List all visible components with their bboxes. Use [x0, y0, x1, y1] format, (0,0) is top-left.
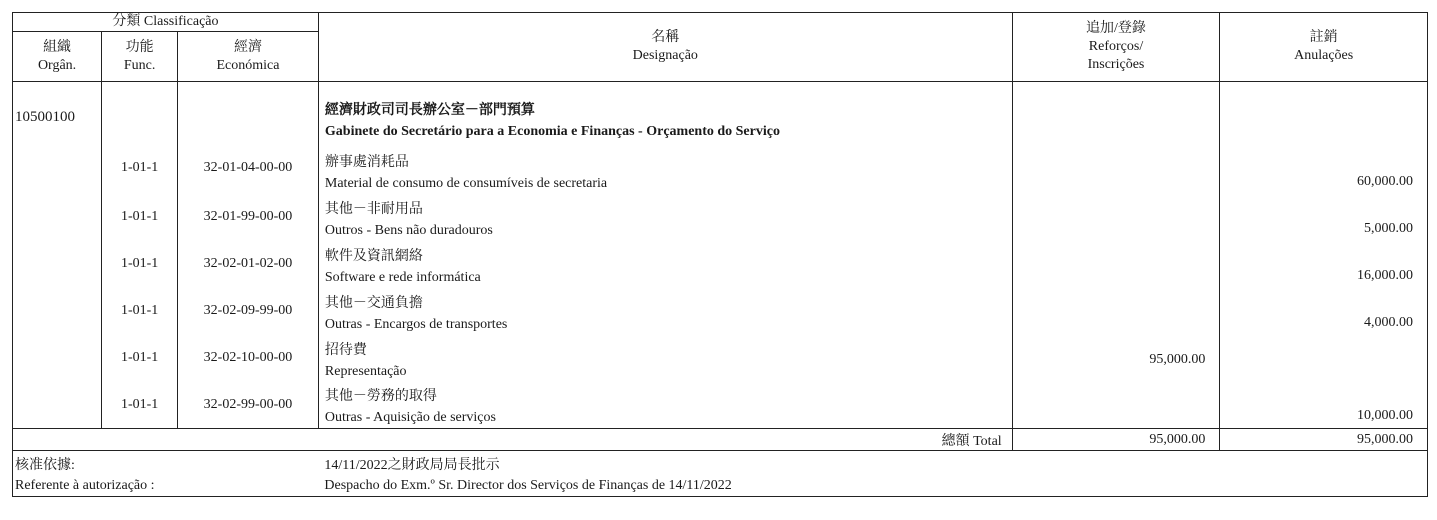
reinforcements-header-zh: 追加/登錄	[1086, 21, 1146, 36]
reforco-value	[1012, 142, 1220, 194]
total-anulacao: 95,000.00	[1220, 429, 1428, 451]
anulacao-value: 5,000.00	[1220, 194, 1428, 241]
item-name-zh: 其他－勞務的取得	[324, 389, 437, 404]
reforco-value	[1012, 194, 1220, 241]
organ-header-zh: 組織	[43, 39, 72, 55]
anulacao-value: 10,000.00	[1220, 382, 1428, 429]
item-name-zh: 招待費	[324, 342, 367, 358]
organ-name-zh: 經濟財政司司長辦公室－部門預算	[324, 102, 535, 118]
reforco-value	[1012, 382, 1220, 429]
organ-name-pt: Gabinete do Secretário para a Economia e Finanças - Orçamento do Serviço	[324, 123, 780, 139]
func-code: 1-01-1	[102, 194, 178, 241]
item-name-zh: 其他－交通負擔	[324, 295, 423, 311]
cancellations-header-pt: Anulações	[1294, 48, 1354, 63]
table-row	[13, 194, 1428, 241]
table-row	[13, 288, 1428, 335]
cancellations-header-zh: 註銷	[1309, 30, 1338, 45]
organ-name	[318, 94, 1012, 142]
budget-table	[12, 12, 1428, 497]
reinforcements-header-pt1: Reforços/	[1088, 39, 1144, 54]
table-row	[13, 335, 1428, 382]
item-designation	[318, 194, 1012, 241]
authorization-row	[13, 451, 1428, 497]
organ-header-pt: Orgân.	[37, 57, 77, 73]
authorization-label-pt: Referente à autorização :	[15, 477, 155, 493]
item-designation	[318, 142, 1012, 194]
total-label: 總額 Total	[13, 429, 1013, 451]
table-row	[13, 382, 1428, 429]
econ-code: 32-02-99-00-00	[178, 382, 319, 429]
item-name-zh: 軟件及資訊網絡	[324, 248, 423, 264]
func-code: 1-01-1	[102, 335, 178, 382]
anulacao-value: 16,000.00	[1220, 241, 1428, 288]
reforco-value: 95,000.00	[1012, 335, 1220, 382]
designation-header-pt: Designação	[632, 48, 698, 63]
econ-header-pt: Económica	[216, 57, 280, 73]
organ-code: 10500100	[13, 94, 102, 142]
reinforcements-header	[1012, 13, 1220, 82]
reinforcements-header-pt2: Inscrições	[1087, 57, 1145, 72]
func-code: 1-01-1	[102, 382, 178, 429]
item-name-zh: 辦事處消耗品	[324, 154, 409, 170]
econ-code: 32-02-10-00-00	[178, 335, 319, 382]
item-name-zh: 其他－非耐用品	[324, 201, 423, 217]
item-name-pt: Outras - Encargos de transportes	[324, 316, 508, 332]
econ-code: 32-01-04-00-00	[178, 142, 319, 194]
econ-code: 32-02-09-99-00	[178, 288, 319, 335]
func-code: 1-01-1	[102, 142, 178, 194]
func-code: 1-01-1	[102, 288, 178, 335]
econ-header-zh: 經濟	[233, 39, 262, 55]
classification-header: 分類 Classificação	[13, 13, 319, 32]
item-designation	[318, 335, 1012, 382]
table-row	[13, 142, 1428, 194]
item-designation	[318, 288, 1012, 335]
func-code: 1-01-1	[102, 241, 178, 288]
authorization-text-zh: 14/11/2022之財政局局長批示	[324, 457, 500, 473]
item-name-pt: Representação	[324, 363, 407, 379]
anulacao-value: 60,000.00	[1220, 142, 1428, 194]
total-reforco: 95,000.00	[1012, 429, 1220, 451]
func-header	[102, 32, 178, 82]
func-header-pt: Func.	[123, 57, 156, 73]
authorization-text-pt: Despacho do Exm.º Sr. Director dos Serviços de Finanças de 14/11/2022	[324, 477, 732, 493]
designation-header	[318, 13, 1012, 82]
econ-code: 32-02-01-02-00	[178, 241, 319, 288]
anulacao-value: 4,000.00	[1220, 288, 1428, 335]
total-row	[13, 429, 1428, 451]
designation-header-zh: 名稱	[651, 30, 680, 45]
item-name-pt: Material de consumo de consumíveis de secretaria	[324, 175, 608, 191]
cancellations-header	[1220, 13, 1428, 82]
item-designation	[318, 241, 1012, 288]
authorization-label-zh: 核准依據:	[15, 457, 75, 473]
organ-row	[13, 94, 1428, 142]
reforco-value	[1012, 241, 1220, 288]
econ-code: 32-01-99-00-00	[178, 194, 319, 241]
table-row	[13, 241, 1428, 288]
authorization-text	[318, 451, 1427, 497]
func-header-zh: 功能	[125, 39, 154, 55]
organ-header	[13, 32, 102, 82]
anulacao-value	[1220, 335, 1428, 382]
reforco-value	[1012, 288, 1220, 335]
item-name-pt: Software e rede informática	[324, 269, 481, 285]
item-designation	[318, 382, 1012, 429]
econ-header	[178, 32, 319, 82]
item-name-pt: Outros - Bens não duradouros	[324, 222, 493, 238]
authorization-label	[13, 451, 319, 497]
item-name-pt: Outras - Aquisição de serviços	[324, 410, 496, 425]
